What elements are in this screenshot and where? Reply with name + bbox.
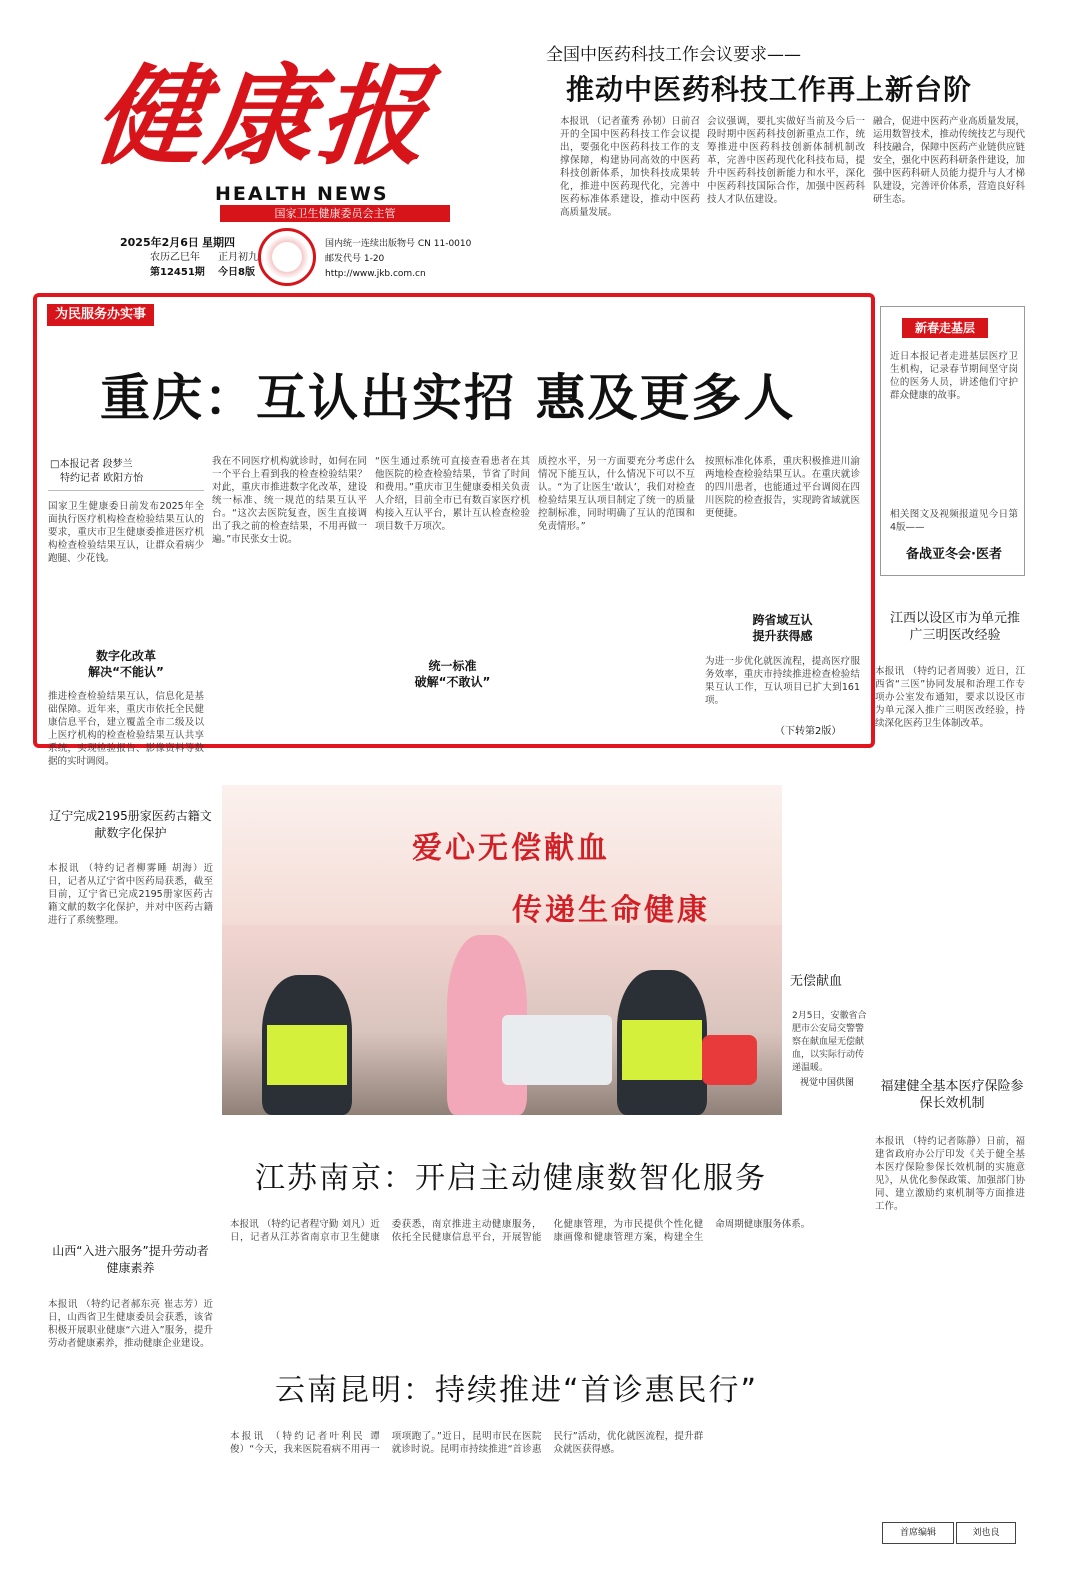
- feature-subhead-crossprovince: 跨省域互认 提升获得感: [752, 613, 813, 643]
- left-head-shanxi: 山西“入进六服务”提升劳动者健康素养: [52, 1244, 209, 1275]
- photo-banner-line2: 传递生命健康: [512, 893, 710, 928]
- top-article-title: 推动中医药科技工作再上新台阶: [566, 73, 973, 106]
- photo-caption-title: 无偿献血: [790, 974, 843, 989]
- right-head-jiangxi: 江西以设区市为单元推广三明医改经验: [889, 611, 1020, 643]
- photo-banner: [222, 785, 782, 928]
- top-article-col3: 融合，促进中医药产业高质量发展，运用数智技术，推动传统技艺与现代科技融合，保障中医药产业链供应链安全，强化中医药科研条件建设，加强中医药科研人员能力提升与人才梯队建设，完善评价体系，营造良好科研生态。: [873, 116, 1026, 205]
- feature-tag: 为民服务办实事: [47, 304, 154, 326]
- top-article-col1: 本报讯 （记者董秀 孙韧）日前召开的全国中医药科技工作会议提出，要强化中医药科技工作的支撑保障，构建协同高效的中医药科技创新体系，加快科技成果转化，推进中医药现代化，完善中医药标准体系建设，推动中医药高质量发展。: [560, 116, 700, 218]
- issue-lunar-day: 正月初九: [218, 252, 258, 263]
- masthead: [88, 54, 500, 205]
- issue-pages: 今日8版: [218, 267, 255, 278]
- issue-number: 第12451期: [150, 267, 205, 278]
- cn-number: 国内统一连续出版物号 CN 11-0010: [325, 239, 472, 249]
- sidebar-text: 近日本报记者走进基层医疗卫生机构，记录春节期间坚守岗位的医务人员，讲述他们守护群众健康的故事。: [890, 351, 1018, 401]
- left-text-shanxi: 本报讯 （特约记者郝东亮 崔志芳）近日，山西省卫生健康委员会获悉，该省积极开展职业健康“六进入”服务，提升劳动者健康素养，推动健康企业建设。: [48, 1299, 213, 1349]
- newspaper-logo: 健康报: [88, 54, 438, 180]
- feature-col2: 我在不同医疗机构就诊时，如何在同一个平台上看到我的检查检验结果？对此，重庆市推进数字化改革，建设统一标准、统一规范的结果互认平台。“这次去医院复查，医生直接调出了我之前的检查结果，不用再做一遍。”市民张女士说。: [212, 456, 367, 545]
- footer-editor-name: 刘也良: [956, 1522, 1016, 1544]
- logo-english: HEALTH NEWS: [215, 183, 389, 205]
- byline-correspondent: 特约记者 欧阳方怡: [60, 473, 144, 484]
- right-text-fujian: 本报讯 （特约记者陈静）日前，福建省政府办公厅印发《关于健全基本医疗保险参保长效机制的实施意见》，从优化参保政策、加强部门协同、建立激励约束机制等方面推进工作。: [875, 1136, 1025, 1212]
- vest-right: [622, 1020, 702, 1080]
- feature-col4: 质控水平，另一方面要充分考虑什么情况下能互认，什么情况下可以不互认。“为了让医生‘敢认’，我们对检查检验结果互认项目制定了统一的质量控制标准，同时明确了互认的范围和免责情形。”: [538, 456, 695, 532]
- emblem-icon: [258, 228, 316, 286]
- issue-weekday: 星期四: [202, 236, 235, 249]
- feature-title: 重庆：互认出实招 惠及更多人: [100, 369, 796, 427]
- sidebar-ref-title: 备战亚冬会·医者: [906, 547, 1002, 562]
- right-head-fujian: 福建健全基本医疗保险参保长效机制: [880, 1079, 1024, 1111]
- top-article-col2: 会议强调，要扎实做好当前及今后一段时期中医药科技创新重点工作，统筹推进中医药科技创新体制机制改革，完善中医药现代化科技布局，提升中医药科技创新能力和水平，深化中医药科技国际合作，加强中医药科技人才队伍建设。: [707, 116, 865, 205]
- feature-col5b: 为进一步优化就医流程，提高医疗服务效率，重庆市持续推进检查检验结果互认工作，互认项目已扩大到161项。: [705, 656, 860, 706]
- photo-credit: 视觉中国供图: [800, 1078, 855, 1088]
- feature-subhead-standard: 统一标准 破解“不敢认”: [414, 659, 491, 689]
- continued-note: （下转第2版）: [775, 726, 842, 737]
- feature-col-b: 推进检查检验结果互认，信息化是基础保障。近年来，重庆市依托全民健康信息平台，建立覆盖全市二级及以上医疗机构的检查检验结果互认共享系统，实现检验报告、影像资料等数据的实时调阅。: [48, 691, 204, 767]
- divider: [48, 490, 204, 491]
- feature-byline: [50, 458, 200, 486]
- byline-reporter: □本报记者 段梦兰: [50, 459, 133, 470]
- top-article-kicker: 全国中医药科技工作会议要求——: [546, 45, 801, 65]
- website-link[interactable]: http://www.jkb.com.cn: [325, 269, 426, 279]
- feature-col3: “医生通过系统可直接查看患者在其他医院的检查检验结果，节省了时间和费用。”重庆市卫生健康委相关负责人介绍，目前全市已有数百家医疗机构接入互认平台，累计互认检查检验项目数千万项次。: [375, 456, 530, 532]
- feature-lead: 国家卫生健康委日前发布2025年全面执行医疗机构检查检验结果互认的要求，重庆市卫生健康委推进医疗机构检查检验结果互认，让群众看病少跑腿、少花钱。: [48, 501, 204, 564]
- sidebar-ref: 相关图文及视频报道见今日第4版——: [890, 509, 1018, 533]
- sidebar-tag: 新春走基层: [902, 318, 988, 338]
- postal-code: 邮发代号 1-20: [325, 254, 385, 264]
- photo-caption: 2月5日，安徽省合肥市公安局交警警察在献血屋无偿献血，以实际行动传递温暖。: [792, 1011, 867, 1073]
- publication-info: [325, 237, 485, 282]
- left-head-liaoning: 辽宁完成2195册家医药古籍文献数字化保护: [49, 809, 212, 840]
- issue-date: 2025年2月6日: [120, 236, 199, 249]
- blood-donation-photo: [222, 785, 782, 1115]
- vest-left: [267, 1025, 347, 1085]
- yunnan-text: 本报讯 （特约记者叶利民 谭俊）“今天，我来医院看病不用再一项项跑了。”近日，昆明市民在医院就诊时说。昆明市持续推进“首诊惠民行”活动，优化就医流程，提升群众就医获得感。: [230, 1431, 704, 1455]
- spring-poster: [702, 1035, 757, 1085]
- donation-chair: [502, 1015, 612, 1085]
- feature-col5: 按照标准化体系，重庆积极推进川渝两地检查检验结果互认。在重庆就诊的四川患者，也能通过平台调阅在四川医院的检查报告，实现跨省域就医更便捷。: [705, 456, 860, 519]
- footer-editor-label: 首席编辑: [882, 1522, 954, 1544]
- photo-banner-line1: 爱心无偿献血: [412, 831, 610, 866]
- jiangsu-text: 本报讯 （特约记者程守勤 刘凡）近日，记者从江苏省南京市卫生健康委获悉，南京推进主动健康服务，依托全民健康信息平台，开展智能化健康管理，为市民提供个性化健康画像和健康管理方案，构建全生命周期健康服务体系。: [230, 1219, 811, 1243]
- left-text-liaoning: 本报讯 （特约记者柳雾睡 胡海）近日，记者从辽宁省中医药局获悉，截至目前，辽宁省已完成2195册家医药古籍文献的数字化保护，并对中医药古籍进行了系统整理。: [48, 863, 213, 926]
- yunnan-title: 云南昆明：持续推进“首诊惠民行”: [275, 1373, 759, 1408]
- right-text-jiangxi: 本报讯 （特约记者周骏）近日，江西省“三医”协同发展和治理工作专项办公室发布通知，要求以设区市为单元深入推广三明医改经验，持续深化医药卫生体制改革。: [875, 666, 1025, 729]
- issue-lunar: 农历乙巳年: [150, 252, 200, 263]
- publisher-bar: 国家卫生健康委员会主管: [220, 205, 450, 222]
- feature-subhead-digital: 数字化改革 解决“不能认”: [88, 649, 164, 679]
- jiangsu-title: 江苏南京：开启主动健康数智化服务: [255, 1161, 767, 1196]
